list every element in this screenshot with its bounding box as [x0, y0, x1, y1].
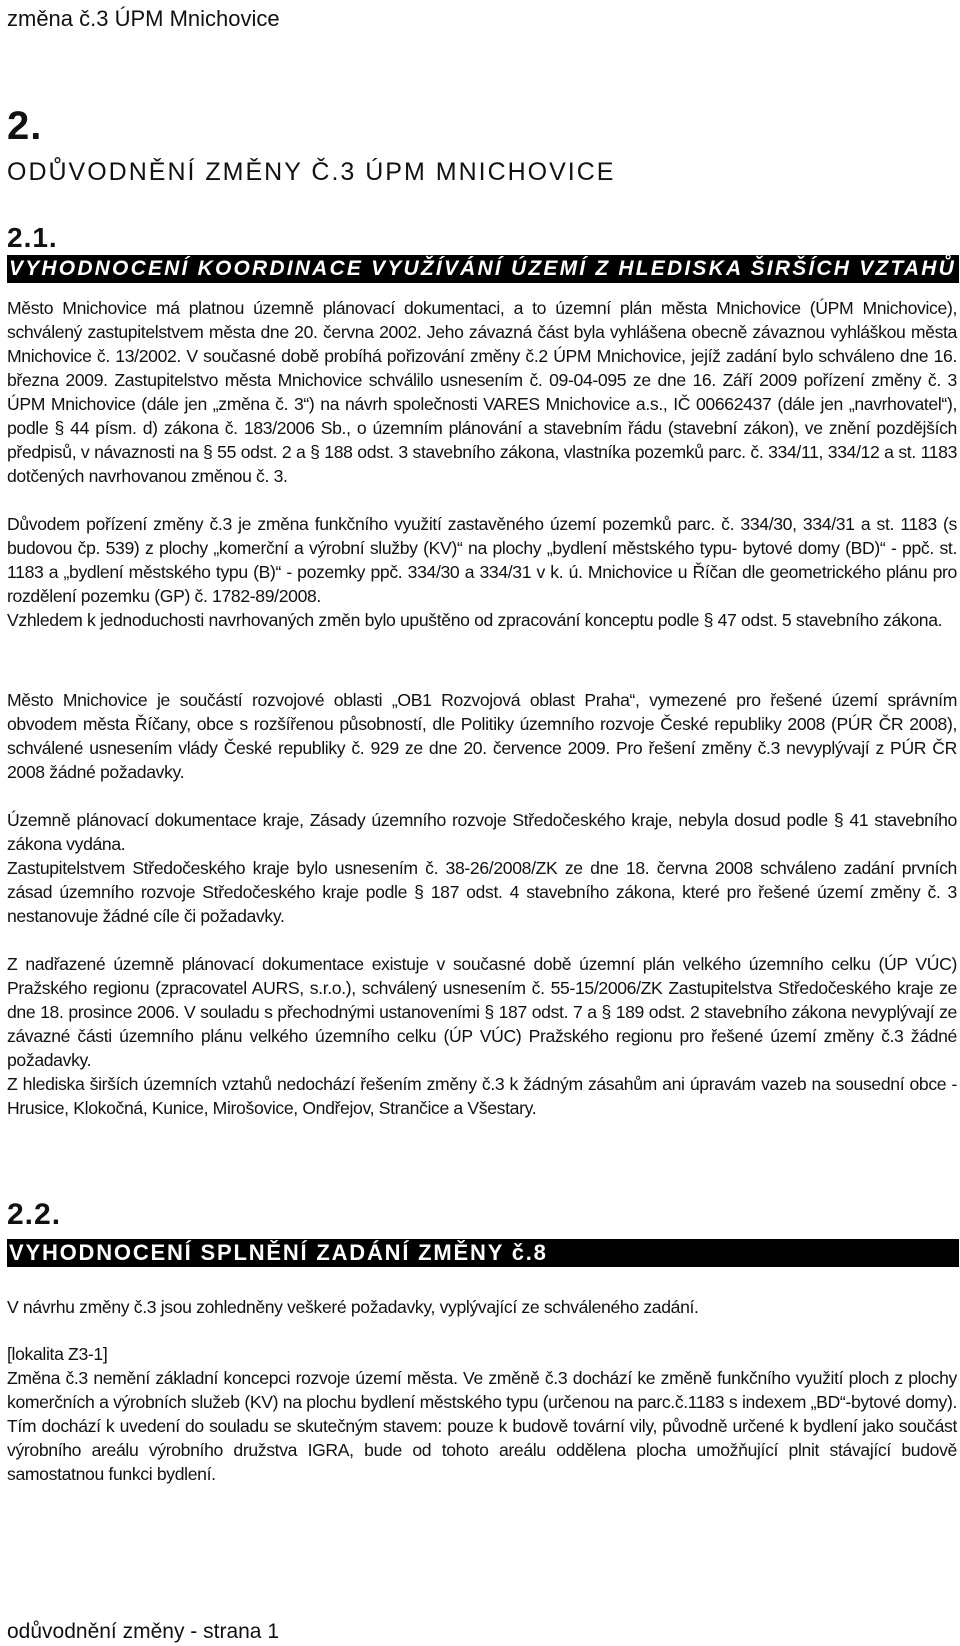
paragraph-duvod-porizeni: Důvodem pořízení změny č.3 je změna funkčního využití zastavěného území pozemků parc. č. 334/30, 334/31 a st. 1183 (s budovou čp. 539) z plochy „komerční a výrobní služby (KV)“ na plochy „bydlení městského typu- bytové domy (BD)“ - ppč. st. 1183 a „bydlení městského typu (B)“ - pozemky ppč. 334/30 a 334/31 v k. ú. Mnichovice u Říčan dle geometrického plánu pro rozdělení pozemku (GP) č. 1782-89/2008. [7, 514, 957, 606]
paragraph-up-vuc: Z nadřazené územně plánovací dokumentace existuje v současné době územní plán velkého územního celku (ÚP VÚC) Pražského regionu (zpracovatel AURS, s.r.o.), schválený usnesením č. 55-15/2006/ZK Zastupitelstva Středočeského kraje ze dne 18. prosince 2006. V souladu s přechodnými ustanoveními § 187 odst. 7 a § 189 odst. 2 stavebního zákona nevyplývají ze závazné části územního plánu velkého územního celku (ÚP VÚC) Pražského regionu pro řešené území změny č.3 žádné požadavky. [7, 954, 957, 1070]
paragraph-zur-kraje: Územně plánovací dokumentace kraje, Zásady územního rozvoje Středočeského kraje, nebyla dosud podle § 41 stavebního zákona vydána. [7, 810, 957, 854]
section-2-1-title-bar: VYHODNOCENÍ KOORDINACE VYUŽÍVÁNÍ ÚZEMÍ Z HLEDISKA ŠIRŠÍCH VZTAHŮ [7, 255, 959, 283]
paragraph-sirsi-vztahy: Z hlediska širších územních vztahů nedochází řešením změny č.3 k žádným zásahům ani úpravám vazeb na sousední obce - Hrusice, Klokočná, Kunice, Mirošovice, Ondřejov, Strančice a Všestary. [7, 1074, 957, 1118]
paragraph-zohlednene-pozadavky: V návrhu změny č.3 jsou zohledněny veškeré požadavky, vyplývající ze schváleného zadání. [7, 1297, 699, 1317]
section-2-2-title-bar: VYHODNOCENÍ SPLNĚNÍ ZADÁNÍ ZMĚNY č.8 [7, 1239, 959, 1267]
section-2-title: ODŮVODNĚNÍ ZMĚNY Č.3 ÚPM MNICHOVICE [7, 158, 616, 186]
section-2-number: 2. [7, 104, 43, 148]
section-2-1-number: 2.1. [7, 222, 58, 253]
page-footer: odůvodnění změny - strana 1 [7, 1620, 279, 1643]
paragraph-zadani-zur: Zastupitelstvem Středočeského kraje bylo usnesením č. 38-26/2008/ZK ze dne 18. června 2008 schváleno zadání prvních zásad územního rozvoje Středočeského kraje podle § 187 odst. 4 stavebního zákona, které pro řešené území změny č. 3 nestanovuje žádné cíle či požadavky. [7, 858, 957, 926]
paragraph-zmena-koncepce: Změna č.3 nemění základní koncepci rozvoje území města. Ve změně č.3 dochází ke změně funkčního využití ploch z plochy komerčních a výrobních služeb (KV) na plochu bydlení městského typu (určenou na parc.č.1183 s indexem „BD“-bytové domy). Tím dochází k uvedení do souladu se skutečným stavem: pouze k budově tovární vily, původně určené k bydlení jako součást výrobního areálu výrobního družstva IGRA, bude od tohoto areálu oddělena plocha umožňující plnit stávající budově samostatnou funkci bydlení. [7, 1368, 957, 1484]
paragraph-pur-cr-2008: Město Mnichovice je součástí rozvojové oblasti „OB1 Rozvojová oblast Praha“, vymezené pro řešené území správním obvodem města Říčany, obce s rozšířenou působností, dle Politiky územního rozvoje České republiky 2008 (PÚR ČR 2008), schválené usnesením vlády České republiky č. 929 ze dne 20. července 2009. Pro řešení změny č.3 nevyplývají z PÚR ČR 2008 žádné požadavky. [7, 690, 957, 782]
document-header: změna č.3 ÚPM Mnichovice [7, 6, 280, 31]
paragraph-platny-uzemni-plan: Město Mnichovice má platnou územně plánovací dokumentaci, a to územní plán města Mnichovice (ÚPM Mnichovice), schválený zastupitelstvem města dne 20. června 2002. Jeho závazná část byla vyhlášena obecně závaznou vyhláškou města Mnichovice č. 13/2002. V současné době probíhá pořizování změny č.2 ÚPM Mnichovice, jejíž zadání bylo schváleno dne 16. března 2009. Zastupitelstvo města Mnichovice schválilo usnesením č. 09-04-095 ze dne 16. Září 2009 pořízení změny č. 3 ÚPM Mnichovice (dále jen „změna č. 3“) na návrh společnosti VARES Mnichovice a.s., IČ 00662437 (dále jen „navrhovatel“), podle § 44 písm. d) zákona č. 183/2006 Sb., o územním plánování a stavebním řádu (stavební zákon), ve znění pozdějších předpisů, v návaznosti na § 55 odst. 2 a § 188 odst. 3 stavebního zákona, vlastníka pozemků parc. č. 334/11, 334/12 a st. 1183 dotčených navrhovanou změnou č. 3. [7, 298, 957, 486]
locality-label: [lokalita Z3-1] [7, 1344, 108, 1364]
section-2-2-number: 2.2. [7, 1198, 62, 1231]
paragraph-upusteni-od-konceptu: Vzhledem k jednoduchosti navrhovaných změn bylo upuštěno od zpracování konceptu podle § 47 odst. 5 stavebního zákona. [7, 610, 943, 630]
